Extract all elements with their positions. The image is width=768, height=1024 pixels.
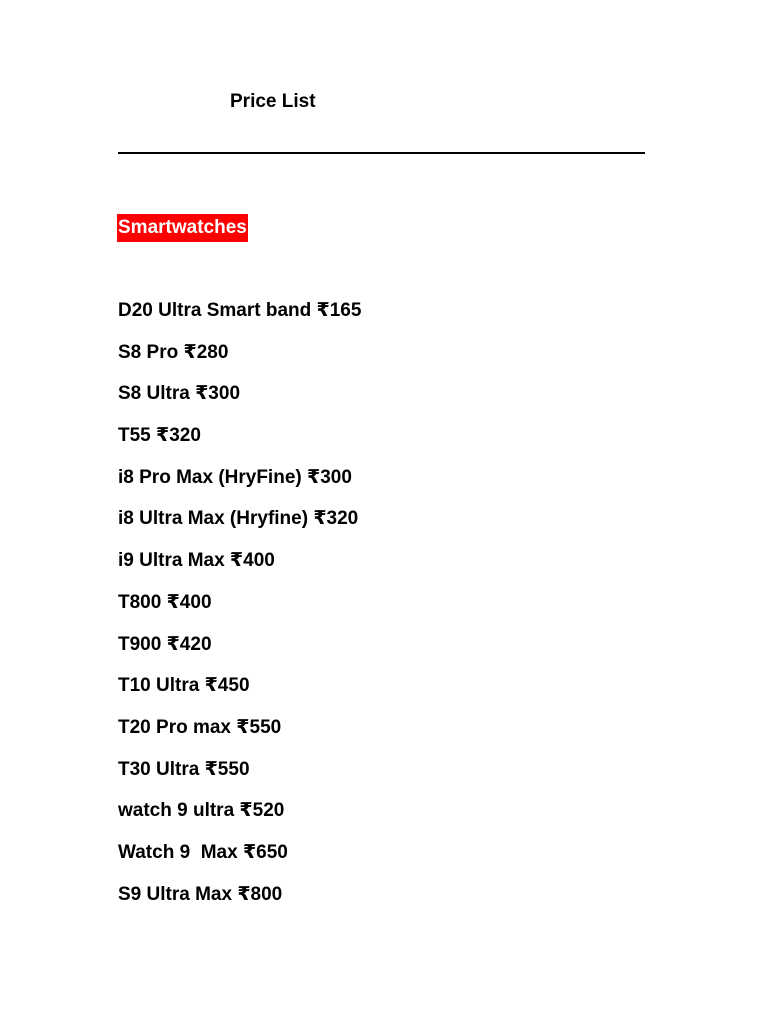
divider-rule [118, 152, 645, 154]
list-item: T800 ₹400 [118, 591, 212, 613]
list-item: Watch 9 Max ₹650 [118, 841, 288, 863]
list-item: S8 Ultra ₹300 [118, 383, 241, 405]
list-item: T30 Ultra ₹550 [118, 758, 250, 780]
list-item: S9 Ultra Max ₹800 [118, 883, 283, 905]
list-item: T900 ₹420 [118, 633, 212, 655]
list-item: i8 Pro Max (HryFine) ₹300 [118, 466, 352, 488]
list-item: watch 9 ultra ₹520 [118, 800, 285, 822]
list-item: i8 Ultra Max (Hryfine) ₹320 [118, 508, 359, 530]
price-list [118, 297, 361, 922]
list-item: T55 ₹320 [118, 425, 201, 447]
page-title: Price List [230, 91, 316, 112]
list-item: S8 Pro ₹280 [118, 341, 229, 363]
list-item: D20 Ultra Smart band ₹165 [118, 300, 362, 321]
section-heading-smartwatches: Smartwatches [117, 214, 248, 242]
list-item: T10 Ultra ₹450 [118, 675, 250, 697]
list-item: T20 Pro max ₹550 [118, 716, 282, 738]
list-item: i9 Ultra Max ₹400 [118, 550, 275, 572]
